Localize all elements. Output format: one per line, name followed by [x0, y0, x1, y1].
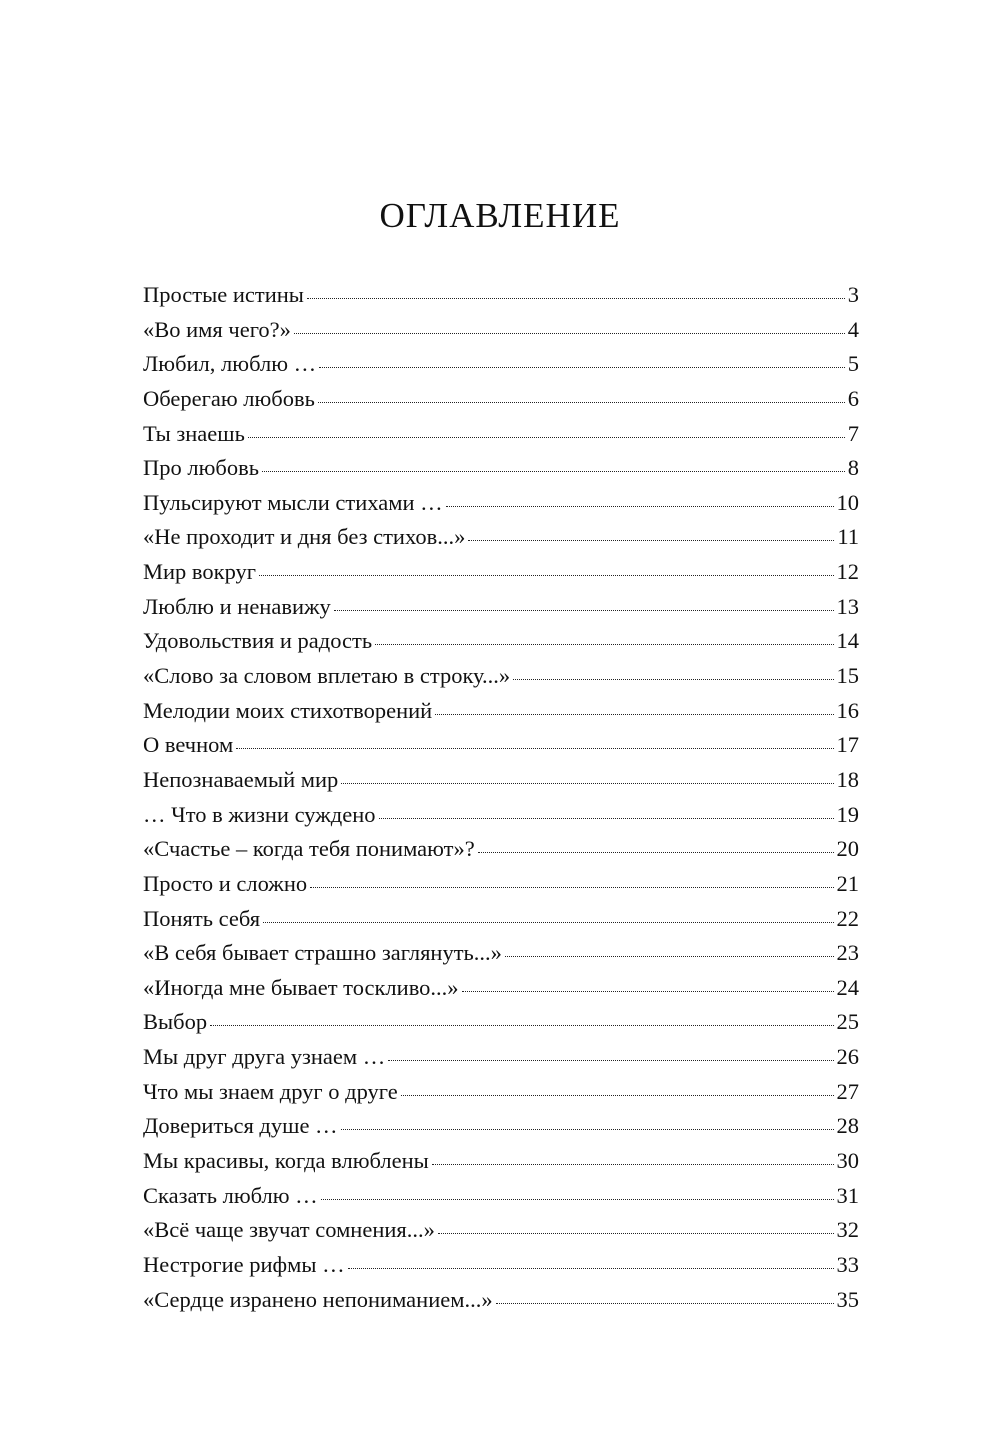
toc-entry-page-number: 22	[836, 905, 859, 931]
toc-entry-title: Сказать люблю …	[143, 1182, 318, 1208]
dot-leader	[496, 1302, 834, 1304]
dot-leader	[375, 643, 833, 645]
dot-leader	[318, 401, 845, 403]
toc-entry-page-number: 18	[836, 766, 859, 792]
toc-entry	[143, 486, 859, 521]
toc-entry-title: Удовольствия и радость	[143, 628, 373, 654]
toc-entry-page-number: 28	[836, 1113, 859, 1139]
toc-entry-page-number: 27	[836, 1078, 859, 1104]
dot-leader	[262, 470, 845, 472]
toc-entry-title: О вечном	[143, 732, 234, 758]
toc-entry-title: Выбор	[143, 1009, 208, 1035]
toc-entry-page-number: 4	[847, 316, 859, 342]
toc-entry-title: «В себя бывает страшно заглянуть...»	[143, 940, 502, 966]
toc-entry	[143, 1213, 859, 1248]
toc-entry-page-number: 23	[836, 940, 859, 966]
dot-leader	[319, 366, 845, 368]
toc-entry-page-number: 12	[836, 559, 859, 585]
toc-entry-title: «Всё чаще звучат сомнения...»	[143, 1217, 435, 1243]
toc-entry-page-number: 19	[836, 801, 859, 827]
toc-entry	[143, 1248, 859, 1283]
toc-entry-page-number: 25	[836, 1009, 859, 1035]
dot-leader	[248, 436, 845, 438]
toc-entry-title: Мы красивы, когда влюблены	[143, 1148, 429, 1174]
dot-leader	[334, 609, 834, 611]
dot-leader	[210, 1024, 833, 1026]
toc-entry	[143, 867, 859, 902]
toc-entry-page-number: 21	[836, 870, 859, 896]
toc-entry	[143, 520, 859, 555]
toc-entry-page-number: 32	[836, 1217, 859, 1243]
toc-entry	[143, 590, 859, 625]
dot-leader	[435, 713, 833, 715]
dot-leader	[321, 1198, 834, 1200]
toc-entry-page-number: 5	[847, 351, 859, 377]
toc-entry	[143, 417, 859, 452]
dot-leader	[307, 297, 845, 299]
toc-entry	[143, 798, 859, 833]
toc-entry-title: «Иногда мне бывает тоскливо...»	[143, 974, 459, 1000]
page-title: ОГЛАВЛЕНИЕ	[379, 196, 621, 235]
toc-entry-page-number: 33	[836, 1251, 859, 1277]
toc-entry-page-number: 11	[837, 524, 859, 550]
toc-entry	[143, 1075, 859, 1110]
toc-entry-title: Непознаваемый мир	[143, 766, 339, 792]
toc-entry-title: Про любовь	[143, 455, 259, 481]
toc-entry	[143, 659, 859, 694]
toc-entry	[143, 971, 859, 1006]
dot-leader	[236, 747, 833, 749]
toc-entry	[143, 278, 859, 313]
toc-entry-page-number: 16	[836, 697, 859, 723]
toc-entry-title: Мелодии моих стихотворений	[143, 697, 433, 723]
toc-entry-title: Мир вокруг	[143, 559, 257, 585]
toc-entry	[143, 902, 859, 937]
toc-entry-page-number: 20	[836, 836, 859, 862]
toc-entry-title: Довериться душе …	[143, 1113, 338, 1139]
toc-entry-page-number: 13	[836, 593, 859, 619]
toc-entry	[143, 1109, 859, 1144]
dot-leader	[513, 678, 833, 680]
toc-entry-page-number: 15	[836, 663, 859, 689]
toc-entry-title: Оберегаю любовь	[143, 385, 315, 411]
toc-entry	[143, 451, 859, 486]
dot-leader	[294, 332, 845, 334]
dot-leader	[341, 1128, 834, 1130]
toc-entry	[143, 1144, 859, 1179]
toc-entry-title: «Во имя чего?»	[143, 316, 291, 342]
toc-entry-title: Пульсируют мысли стихами …	[143, 489, 443, 515]
toc-entry-title: Любил, люблю …	[143, 351, 317, 377]
toc-entry-page-number: 35	[836, 1286, 859, 1312]
dot-leader	[263, 921, 833, 923]
toc-entry-page-number: 17	[836, 732, 859, 758]
toc-entry-page-number: 6	[847, 385, 859, 411]
toc-entry	[143, 1005, 859, 1040]
toc-entry-title: Простые истины	[143, 282, 304, 307]
toc-entry-title: «Не проходит и дня без стихов...»	[143, 524, 466, 550]
toc-entry-title: Нестрогие рифмы …	[143, 1251, 345, 1277]
toc-entry-title: Ты знаешь	[143, 420, 245, 446]
toc-entry-title: … Что в жизни суждено	[143, 801, 376, 827]
toc-entry	[143, 313, 859, 348]
dot-leader	[259, 574, 833, 576]
toc-entry-page-number: 3	[847, 282, 859, 307]
dot-leader	[432, 1163, 834, 1165]
dot-leader	[462, 990, 834, 992]
toc-entry	[143, 832, 859, 867]
toc-entry	[143, 624, 859, 659]
toc-entry-page-number: 24	[836, 974, 859, 1000]
toc-entry	[143, 347, 859, 382]
toc-entry-title: «Сердце изранено непониманием...»	[143, 1286, 493, 1312]
toc-entry	[143, 728, 859, 763]
dot-leader	[438, 1232, 834, 1234]
toc-entry-title: Просто и сложно	[143, 870, 308, 896]
toc-entry	[143, 382, 859, 417]
dot-leader	[478, 851, 834, 853]
toc-entry-page-number: 31	[836, 1182, 859, 1208]
dot-leader	[468, 539, 834, 541]
toc-entry-title: «Счастье – когда тебя понимают»?	[143, 836, 475, 862]
dot-leader	[446, 505, 834, 507]
toc-entry-page-number: 10	[836, 489, 859, 515]
toc-entry	[143, 1040, 859, 1075]
dot-leader	[388, 1059, 833, 1061]
toc-entry-title: Что мы знаем друг о друге	[143, 1078, 398, 1104]
toc-entry-page-number: 26	[836, 1044, 859, 1070]
dot-leader	[401, 1094, 834, 1096]
dot-leader	[310, 886, 833, 888]
table-of-contents	[143, 278, 859, 1317]
toc-entry-title: Люблю и ненавижу	[143, 593, 331, 619]
dot-leader	[341, 782, 833, 784]
toc-entry-title: Понять себя	[143, 905, 261, 931]
toc-entry-page-number: 14	[836, 628, 859, 654]
toc-entry	[143, 1283, 859, 1318]
toc-entry-title: Мы друг друга узнаем …	[143, 1044, 386, 1070]
toc-entry	[143, 694, 859, 729]
toc-entry	[143, 763, 859, 798]
toc-entry-title: «Слово за словом вплетаю в строку...»	[143, 663, 511, 689]
toc-entry	[143, 555, 859, 590]
toc-entry-page-number: 8	[847, 455, 859, 481]
dot-leader	[379, 817, 834, 819]
toc-entry	[143, 936, 859, 971]
dot-leader	[505, 955, 834, 957]
toc-entry	[143, 1179, 859, 1214]
toc-entry-page-number: 30	[836, 1148, 859, 1174]
dot-leader	[348, 1267, 834, 1269]
toc-entry-page-number: 7	[847, 420, 859, 446]
